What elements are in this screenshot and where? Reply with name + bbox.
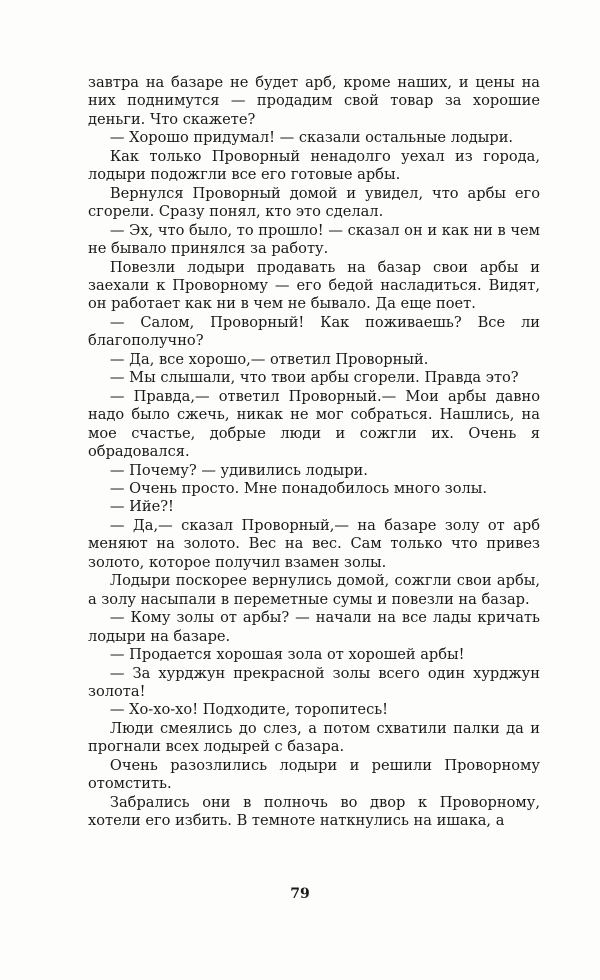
page-number: 79 [290, 886, 310, 902]
paragraph: — Хорошо придумал! — сказали остальные лодыри. [109, 129, 514, 147]
paragraph: — За хурджун прекрасной золы всего один хурджун золота! [88, 664, 540, 700]
paragraph: — Мы слышали, что твои арбы сгорели. Правда это? [109, 369, 519, 387]
paragraph: — Почему? — удивились лодыри. [109, 461, 368, 479]
paragraph: Как только Проворный ненадолго уехал из города, лодыри подожгли все его готовые арбы. [88, 147, 540, 184]
paragraph: Очень разозлились лодыри и решили Проворному отомстить. [88, 756, 540, 793]
paragraph: завтра на базаре не будет арб, кроме наших, и цены на них поднимутся — продадим свой товар за хорошие деньги. Что скажете? [88, 74, 540, 128]
paragraph: Люди смеялись до слез, а потом схватили палки да и прогнали всех лодырей с базара. [88, 719, 540, 756]
paragraph: — Продается хорошая зола от хорошей арбы! [109, 646, 465, 664]
paragraph: — Салом, Проворный! Как поживаешь? Все ли благополучно? [88, 313, 540, 350]
paragraph: — Ийе?! [109, 498, 174, 516]
paragraph: Забрались они в полночь во двор к Проворному, хотели его избить. В темноте наткнулись на ишака, а [88, 793, 540, 830]
body-text [88, 74, 540, 831]
paragraph: — Правда,— ответил Проворный.— Мои арбы давно надо было сжечь, никак не мог собраться. Нашлись, на мое счастье, добрые люди и сожгли их. Очень я обрадовался. [88, 387, 540, 461]
paragraph: — Очень просто. Мне понадобилось много золы. [109, 479, 488, 497]
paragraph: Лодыри поскорее вернулись домой, сожгли свои арбы, а золу насыпали в переметные сумы и повезли на базар. [88, 572, 540, 608]
paragraph: — Кому золы от арбы? — начали на все лады кричать лодыри на базаре. [88, 609, 540, 645]
paragraph: Вернулся Проворный домой и увидел, что арбы его сгорели. Сразу понял, кто это сделал. [88, 184, 540, 221]
paragraph: Повезли лодыри продавать на базар свои арбы и заехали к Проворному — его бедой насладиться. Видят, он работает как ни в чем не бывало. Да еще поет. [88, 258, 540, 313]
paragraph: — Эх, что было, то прошло! — сказал он и как ни в чем не бывало принялся за работу. [88, 221, 540, 258]
paragraph: — Да, все хорошо,— ответил Проворный. [109, 350, 429, 368]
paragraph: — Хо-хо-хо! Подходите, торопитесь! [109, 701, 389, 719]
paragraph: — Да,— сказал Проворный,— на базаре золу от арб меняют на золото. Вес на вес. Сам только что привез золото, которое получил взамен золы. [88, 516, 540, 571]
